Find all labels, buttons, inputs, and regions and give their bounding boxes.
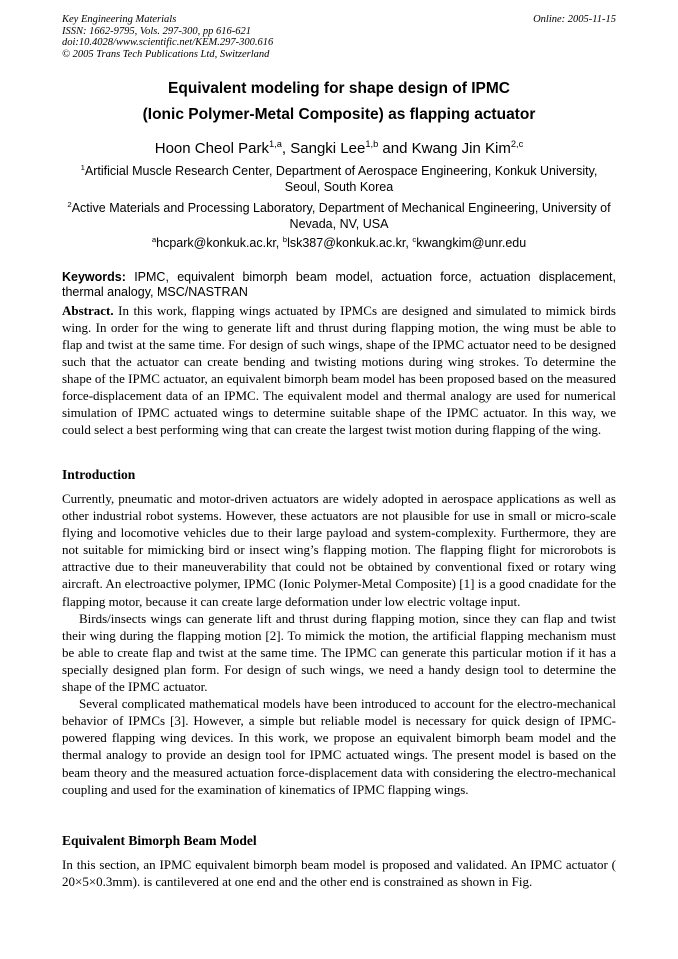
abstract-paragraph <box>62 302 616 438</box>
email-address: hcpark@konkuk.ac.kr, <box>156 236 283 250</box>
bimorph-body <box>62 856 616 890</box>
affiliation-text: Active Materials and Processing Laboratory, Department of Mechanical Engineering, University of Nevada, NV, USA <box>71 201 611 231</box>
paragraph: Birds/insects wings can generate lift and thrust during flapping motion, since they can flap and twist their wing during the flapping motion [2]. To mimick the motion, the artificial flapping mechanism must be able to create flap and twist at the same time. The IPMC can generate this particular motion if it has a specially designed plan form. For design of such wings, we need a handy design tool to determine the shape of the IPMC actuator. <box>62 610 616 695</box>
doi-line: doi:10.4028/www.scientific.net/KEM.297-300.616 <box>62 37 274 48</box>
keywords-paragraph <box>62 270 616 300</box>
email-address: lsk387@konkuk.ac.kr, <box>287 236 413 250</box>
author-superscript: 1,b <box>365 139 379 149</box>
keywords-text: IPMC, equivalent bimorph beam model, actuation force, actuation displacement, thermal analogy, MSC/NASTRAN <box>62 270 616 299</box>
email-superscript: a <box>151 234 157 244</box>
paper-title-line-2: (Ionic Polymer-Metal Composite) as flapping actuator <box>142 106 536 123</box>
journal-name: Key Engineering Materials <box>62 14 177 25</box>
author-superscript: 1,a <box>268 139 282 149</box>
author-separator: , <box>281 140 291 157</box>
affiliation-text: Artificial Muscle Research Center, Department of Aerospace Engineering, Konkuk University, Seoul, South Korea <box>84 164 598 194</box>
author-separator: and <box>378 140 412 157</box>
email-superscript: c <box>412 234 417 244</box>
affiliation-1 <box>62 164 616 195</box>
abstract-text: In this work, flapping wings actuated by IPMCs are designed and simulated to mimick birds wing. In order for the wing to generate lift and thrust during flapping motion, the wing must be able to flap and twist at the same time. For design of such wings, shape of the IPMC actuator need to be designed such that the actuator can create bending and twisting motions during wing strokes. To determine the shape of the IPMC actuator, an equivalent bimorph beam model has been proposed based on the measured force-displacement data of an IPMC. The equivalent model and thermal analogy are used for numerical simulation of IPMC actuated wings to determine suitable shape of the IPMC actuator. In this way, we could select a best performing wing that can create the largest twist motion during flapping of the wing. <box>62 303 616 437</box>
introduction-body <box>62 490 616 798</box>
section-heading-bimorph: Equivalent Bimorph Beam Model <box>62 833 257 848</box>
paragraph: Currently, pneumatic and motor-driven actuators are widely adopted in aerospace applications as well as other industrial robot systems. However, these actuators are not plausible for use in small or micro-scale flying and locomotive vehicles due to their large payload and system-complexity. Furthermore, they are not suitable for mimicking bird or insect wing’s flapping motion. The flapping flight for microrobots is attractive due to their maneuverability that could not be obtained by conventional fixed or rotary wing aircraft. An electroactive polymer, IPMC (Ionic Polymer-Metal Composite) [1] is a good cnadidate for the flapping motor, because it can create large deformation under low electric voltage input. <box>62 491 616 609</box>
affiliation-2 <box>62 201 616 232</box>
author-name: Hoon Cheol Park <box>154 140 269 157</box>
section-heading-introduction: Introduction <box>62 467 136 482</box>
copyright-line: © 2005 Trans Tech Publications Ltd, Switzerland <box>62 48 270 60</box>
keywords-label: Keywords: <box>62 270 126 284</box>
author-list <box>62 140 616 157</box>
paper-title-line-1: Equivalent modeling for shape design of IPMC <box>168 80 510 97</box>
email-list <box>62 236 616 250</box>
affiliation-number: 1 <box>80 162 85 172</box>
journal-header <box>62 14 616 60</box>
author-superscript: 2,c <box>510 139 524 149</box>
author-name: Kwang Jin Kim <box>411 140 511 157</box>
online-date: Online: 2005-11-15 <box>533 14 616 25</box>
paragraph: In this section, an IPMC equivalent bimorph beam model is proposed and validated. An IPMC actuator ( 20×5×0.3mm). is cantilevered at one end and the other end is constrained as shown in Fig. <box>62 857 616 890</box>
affiliation-number: 2 <box>67 199 72 209</box>
abstract-label: Abstract. <box>62 303 114 318</box>
paragraph: Several complicated mathematical models have been introduced to account for the electro-mechanical behavior of IPMCs [3]. However, a simple but reliable model is necessary for quick design of IPMC-powered flapping wing devices. In this work, we propose an equivalent bimorph beam model and the thermal analogy to provide an design tool for IPMC actuated wings. The present model is based on the beam theory and the measured actuation force-displacement data with considering the electro-mechanical coupling and used for the examination of kinematics of IPMC flapping wings. <box>62 696 616 797</box>
author-name: Sangki Lee <box>290 140 366 157</box>
email-address: kwangkim@unr.edu <box>416 236 527 250</box>
issn-line: ISSN: 1662-9795, Vols. 297-300, pp 616-621 <box>62 25 251 37</box>
email-superscript: b <box>282 234 288 244</box>
